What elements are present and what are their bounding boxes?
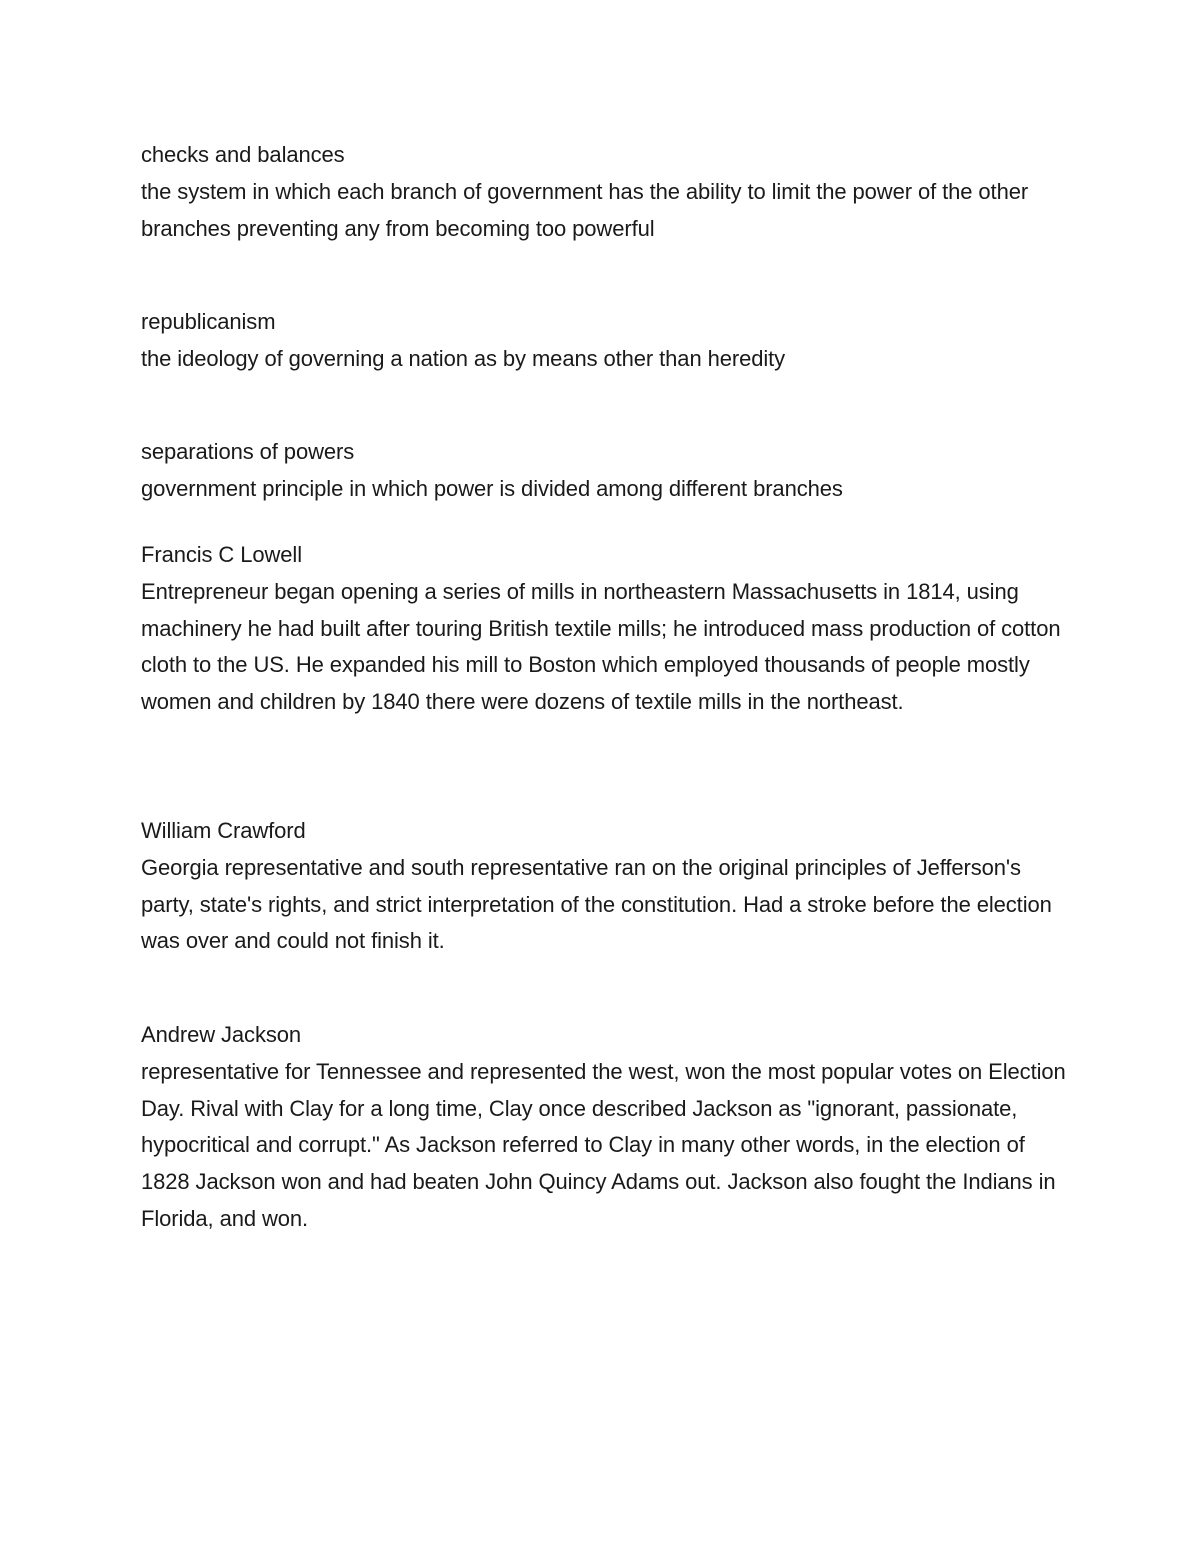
glossary-entry: [141, 304, 1066, 378]
entry-term: separations of powers: [141, 439, 355, 464]
entry-term: William Crawford: [141, 818, 306, 843]
entry-definition: Georgia representative and south representative ran on the original principles of Jefferson's party, state's rights, and strict interpretation of the constitution. Had a stroke before the election was over and could not finish it.: [141, 854, 1058, 954]
glossary-entry: [141, 434, 1066, 508]
entry-definition: the ideology of governing a nation as by means other than heredity: [141, 345, 786, 371]
entry-definition: representative for Tennessee and represented the west, won the most popular votes on Election Day. Rival with Clay for a long time, Clay once described Jackson as "ignorant, passionate, hypocritical and corrupt." As Jackson referred to Clay in many other words, in the election of 1828 Jackson won and had beaten John Quincy Adams out. Jackson also fought the Indians in Florida, and won.: [141, 1058, 1072, 1231]
entry-term: republicanism: [141, 309, 276, 334]
glossary-entry: [141, 813, 1066, 960]
glossary-entry: [141, 537, 1066, 721]
entry-definition: the system in which each branch of government has the ability to limit the power of the other branches preventing any from becoming too powerful: [141, 178, 1035, 241]
entry-term: Francis C Lowell: [141, 542, 303, 567]
entry-term: checks and balances: [141, 142, 345, 167]
entry-definition: government principle in which power is divided among different branches: [141, 475, 843, 501]
glossary-entry: [141, 1017, 1072, 1238]
glossary-entry: [141, 137, 1066, 247]
entry-term: Andrew Jackson: [141, 1022, 302, 1047]
entry-definition: Entrepreneur began opening a series of mills in northeastern Massachusetts in 1814, using machinery he had built after touring British textile mills; he introduced mass production of cotton cloth to the US. He expanded his mill to Boston which employed thousands of people mostly women and children by 1840 there were dozens of textile mills in the northeast.: [141, 578, 1067, 715]
